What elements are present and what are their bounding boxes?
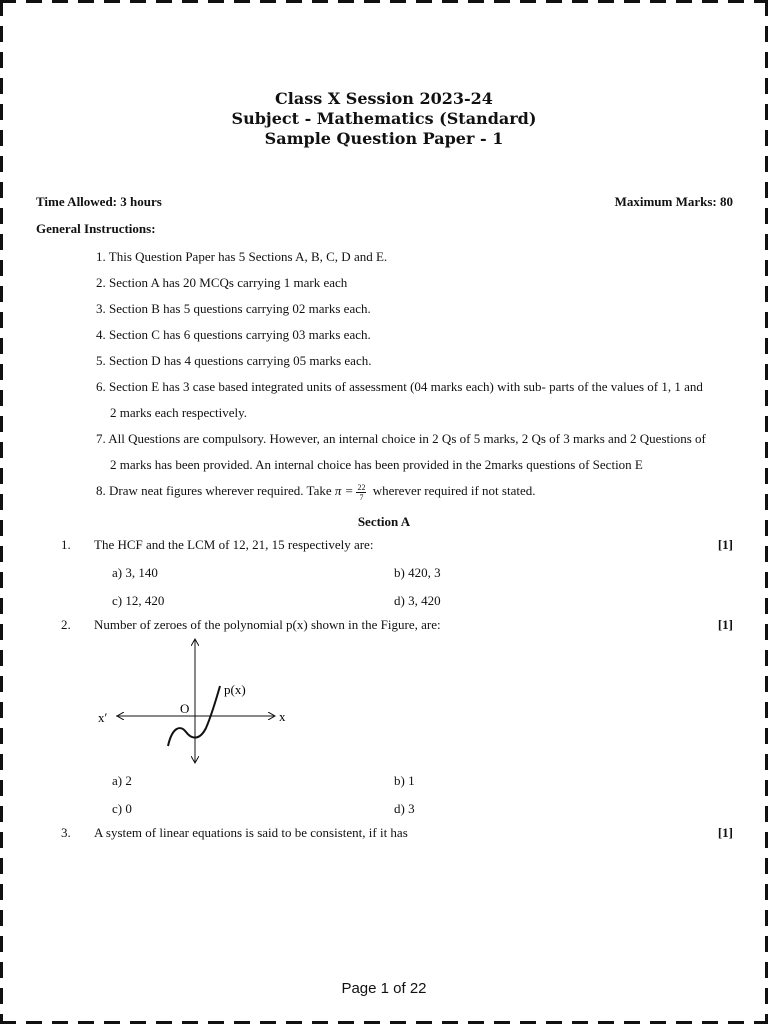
page-border-top	[0, 0, 768, 3]
pi-symbol: π =	[334, 483, 354, 498]
page-border-left	[0, 0, 3, 1024]
time-allowed: Time Allowed: 3 hours	[36, 194, 162, 209]
instruction-item: 3. Section B has 5 questions carrying 02 marks each.	[96, 301, 371, 316]
paper-class-title: Class X Session 2023-24	[275, 89, 493, 108]
option-d: d) 3, 420	[394, 593, 441, 608]
polynomial-graph-figure	[94, 636, 304, 766]
option-c: c) 0	[112, 801, 132, 816]
option-a: a) 2	[112, 773, 132, 788]
option-b: b) 1	[394, 773, 415, 788]
page-footer: Page 1 of 22	[341, 980, 427, 997]
curve-label: p(x)	[224, 682, 246, 697]
instruction-item: 1. This Question Paper has 5 Sections A, B, C, D and E.	[96, 249, 388, 264]
x-axis-label: x	[279, 709, 286, 724]
instructions-title: General Instructions:	[36, 221, 156, 236]
paper-subject-title: Subject - Mathematics (Standard)	[231, 109, 537, 128]
question-text: Number of zeroes of the polynomial p(x) shown in the Figure, are:	[94, 617, 441, 632]
instruction-item-continuation: 2 marks each respectively.	[110, 405, 248, 420]
option-d: d) 3	[394, 801, 415, 816]
option-a: a) 3, 140	[112, 565, 158, 580]
origin-label: O	[180, 701, 190, 716]
x-axis-negative-label: x′	[98, 710, 108, 725]
section-title: Section A	[357, 514, 411, 529]
instruction-item: 6. Section E has 3 case based integrated units of assessment (04 marks each) with sub- parts of the values of 1, 1 and	[96, 379, 703, 394]
question-marks: [1]	[717, 825, 733, 840]
instructions-list	[96, 244, 736, 504]
question-number: 2.	[61, 617, 71, 632]
question-number: 1.	[61, 537, 71, 552]
instruction-item: 4. Section C has 6 questions carrying 03 marks each.	[96, 327, 371, 342]
question-marks: [1]	[717, 617, 733, 632]
option-b: b) 420, 3	[394, 565, 441, 580]
instruction-item: 7. All Questions are compulsory. However, an internal choice in 2 Qs of 5 marks, 2 Qs of 3 marks and 2 Questions of	[96, 431, 706, 446]
question-marks: [1]	[717, 537, 733, 552]
pi-fraction: $\frac{22}{7}$	[357, 482, 366, 502]
question-text: The HCF and the LCM of 12, 21, 15 respectively are:	[94, 537, 374, 552]
maximum-marks: Maximum Marks: 80	[614, 194, 733, 209]
question-number: 3.	[61, 825, 71, 840]
question-text: A system of linear equations is said to be consistent, if it has	[94, 825, 408, 840]
instruction-item: 5. Section D has 4 questions carrying 05 marks each.	[96, 353, 372, 368]
instruction-item-continuation: 2 marks has been provided. An internal choice has been provided in the 2marks questions of Section E	[110, 457, 643, 472]
paper-sample-title: Sample Question Paper - 1	[264, 129, 504, 148]
instruction-item-pi: 8. Draw neat figures wherever required. Take π = $\frac{22}{7}$ wherever required if not stated.	[96, 482, 536, 502]
option-c: c) 12, 420	[112, 593, 165, 608]
instruction-item: 2. Section A has 20 MCQs carrying 1 mark each	[96, 275, 348, 290]
